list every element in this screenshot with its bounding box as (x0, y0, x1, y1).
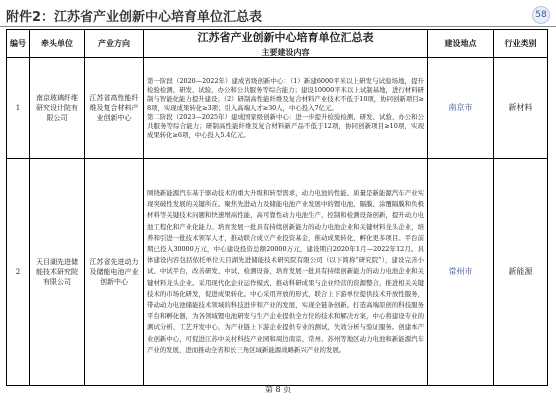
table-title: 江苏省产业创新中心培育单位汇总表 (197, 31, 374, 44)
cell-no: 1 (7, 58, 30, 159)
cell-lead-unit (30, 58, 85, 159)
content-paragraph: 围绕新能源汽车基于驱动技术的重大升级和转型需求，动力电池的性能、质量是新能源汽车产业实现突破性发展的关键所在。聚焦先进动力及储能电池产业发展中的锂电池、隔膜、涂覆隔膜和负极材料等关键技术问题和快速增高性能、高可靠性动力电池生产、控制和检测设备创新，提升动力电池工程化和产业化能力。培育发展一批具有持续创新能力的动力电池企业和关键材料龙头企业，培养和引进一批技术领军人才，推动联合成立产业投资基金，推动成果转化，孵化更多项目。平台前期已投入30000万元，中心建设投资总额20000万元，建设期自2020年1月—2022年12月。具体建设内容包括依托单位天目湖先进储能技术研究院有限公司（以下简称“研究院”），建设完善小试、中试平台，改善研发、中试、检测设备，培育发展一批具有持续创新能力的动力电池企业和关键材料龙头企业。采用现代化企业运作模式，推动科研成果与企业经营的资源整合，推进相关关键技术的市场化研发，促进成果转化。中心采用开放的形式，联合上下游单位提供技术开放性服务，带动动力电池储能技术领域的科技进步和产业的发展，实现全链条创新。打造高端原创的科技服务平台和孵化器，为各领域锂电池研发与生产企业提供全方位的技术和解决方案，中心将建设专业的测试分析、工艺开发中心，为产业链上下游企业提供专业的测试、失效分析与验证服务。创建本产业创新中心，可促进江苏中关村科技产业园和周边南京、常州、苏州等地区动力电池和新能源汽车产业的发展，进而推动全省和长三角区域新能源战略新兴产业的发展。 (147, 188, 424, 354)
lead-unit-text: 南京玻璃纤维研究设计院有限公司 (36, 94, 78, 122)
cell-industry (494, 58, 548, 159)
table-row (7, 159, 548, 386)
table-header-row (7, 30, 548, 58)
column-header-no: 编号 (7, 30, 30, 58)
cell-industry (494, 159, 548, 386)
header-divider (0, 26, 556, 27)
column-header-location: 建设地点 (428, 30, 494, 58)
column-header-direction: 产业方向 (85, 30, 144, 58)
lead-unit-text: 天目湖先进储能技术研究院有限公司 (36, 258, 78, 286)
cell-no: 2 (7, 159, 30, 386)
cell-location (428, 58, 494, 159)
column-header-content (144, 30, 428, 58)
attachment-title: 附件2：江苏省产业创新中心培育单位汇总表 (6, 10, 263, 25)
content-paragraph: 第一阶段（2020—2022年）建成省级创新中心：（1）新建6000平米以上研发与试验场地，提升检验检测、研发、试验、办公和公共服务等综合能力；建设10000平米以上试制基地，进行材料研制与智能化能力提升建设；（2）研制高性能纤维及复合材料产业技术不低于10项，协同创新项目≥8项，实现成果转化≥3项；引入高端人才≥30人，中心投入7亿元。 (147, 76, 424, 112)
column-header-industry: 行业类别 (494, 30, 548, 58)
cell-direction (85, 58, 144, 159)
page-footer: 第 8 页 (264, 385, 292, 394)
cell-location (428, 159, 494, 386)
direction-text: 江苏省高性能纤维及复合材料产业创新中心 (89, 94, 139, 122)
cell-content (144, 159, 428, 386)
location-text: 南京市 (448, 103, 473, 112)
cell-content (144, 58, 428, 159)
incubation-units-table (6, 29, 548, 386)
column-header-content-label: 主要建设内容 (261, 47, 310, 57)
industry-text: 新能源 (508, 267, 533, 276)
page-number-badge: 58 (532, 6, 550, 24)
direction-text: 江苏省先进动力及储能电池产业创新中心 (89, 258, 139, 286)
location-text: 常州市 (448, 267, 473, 276)
cell-direction (85, 159, 144, 386)
content-paragraph: 第二阶段（2023—2025年）建成国家级创新中心：进一步提升检验检测、研发、试验、办公和公共服务等综合能力；研制高性能纤维及复合材料新产品不低于12项，协同创新项目≥10项，实现成果转化≥6项，中心投入5.4亿元。 (147, 112, 424, 139)
column-header-lead-unit: 牵头单位 (30, 30, 85, 58)
industry-text: 新材料 (508, 103, 533, 112)
table-row (7, 58, 548, 159)
cell-lead-unit (30, 159, 85, 386)
